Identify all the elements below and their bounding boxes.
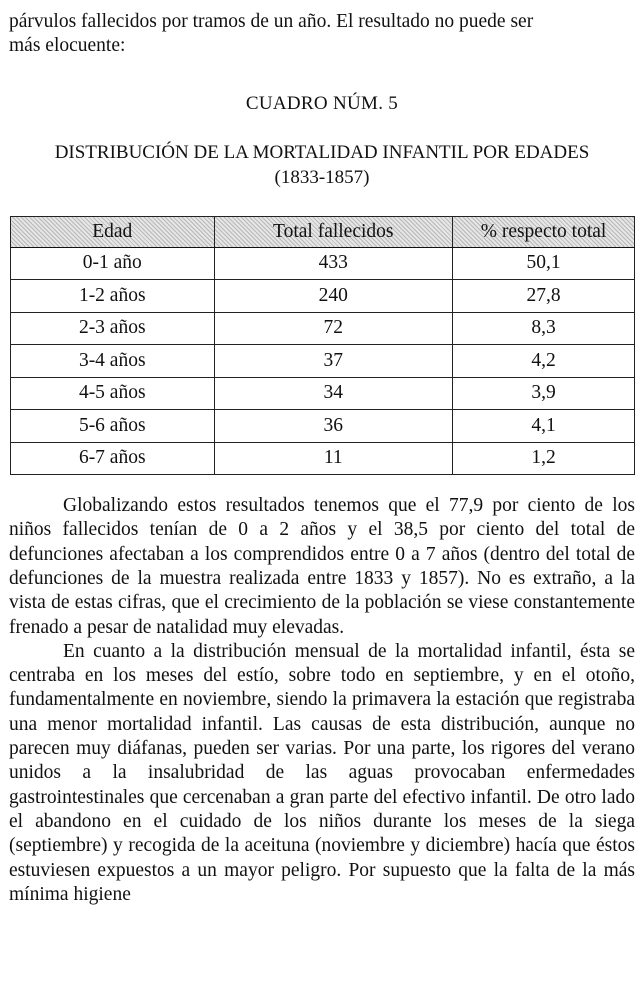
cell-total: 34: [214, 377, 453, 410]
cell-total: 36: [214, 410, 453, 443]
cell-porcentaje: 4,2: [453, 345, 635, 378]
cell-edad: 5-6 años: [11, 410, 215, 443]
table-row: [11, 377, 635, 410]
cell-edad: 6-7 años: [11, 442, 215, 475]
cuadro-title: CUADRO NÚM. 5: [245, 92, 399, 114]
cell-edad: 0-1 año: [11, 247, 215, 280]
table-row: [11, 312, 635, 345]
intro-line: más elocuente:: [9, 35, 126, 57]
cell-total: 433: [214, 247, 453, 280]
table-row: [11, 280, 635, 313]
table-subtitle-years: (1833-1857): [274, 166, 370, 188]
header-porcentaje: % respecto total: [453, 216, 635, 247]
mortality-table: [10, 216, 635, 476]
table-row: [11, 442, 635, 475]
cell-porcentaje: 1,2: [453, 442, 635, 475]
body-paragraph: Globalizando estos resultados tenemos que el 77,9 por ciento de los niños fallecidos tenían de 0 a 2 años y el 38,5 por ciento del total de defunciones afectaban a los comprendidos entre 0 a 7 años (dentro del total de defunciones de la muestra realizada entre 1833 y 1857). No es extraño, a la vista de estas cifras, que el crecimiento de la población se viese constantemente frenado a pesar de natalidad muy elevadas.: [9, 495, 635, 638]
cell-total: 37: [214, 345, 453, 378]
cell-edad: 2-3 años: [11, 312, 215, 345]
table-row: [11, 345, 635, 378]
table-header-row: [11, 216, 635, 247]
header-total-fallecidos: Total fallecidos: [214, 216, 453, 247]
body-text: [9, 494, 635, 907]
document-page: [9, 0, 635, 907]
intro-paragraph: [9, 10, 635, 59]
cell-edad: 4-5 años: [11, 377, 215, 410]
header-edad: Edad: [11, 216, 215, 247]
body-paragraph: En cuanto a la distribución mensual de la mortalidad infantil, ésta se centraba en los meses del estío, sobre todo en septiembre, y en el otoño, fundamentalmente en noviembre, siendo la primavera la estación que registraba una menor mortalidad infantil. Las causas de esta distribución, aunque no parecen muy diáfanas, pueden ser varias. Por una parte, los rigores del verano unidos a la insalubridad de las aguas provocaban enfermedades gastrointestinales que cercenaban a gran parte del efectivo infantil. De otro lado el abandono en el cuidado de los niños durante los meses de la siega (septiembre) y recogida de la aceituna (noviembre y diciembre) hacía que éstos estuviesen expuestos a un mayor peligro. Por supuesto que la falta de la más mínima higiene: [9, 640, 635, 905]
table-row: [11, 410, 635, 443]
cell-porcentaje: 3,9: [453, 377, 635, 410]
cell-total: 72: [214, 312, 453, 345]
cell-edad: 1-2 años: [11, 280, 215, 313]
table-row: [11, 247, 635, 280]
cell-edad: 3-4 años: [11, 345, 215, 378]
intro-line: párvulos fallecidos por tramos de un año. El resultado no puede ser: [9, 11, 534, 32]
cell-porcentaje: 27,8: [453, 280, 635, 313]
cell-porcentaje: 4,1: [453, 410, 635, 443]
table-title: DISTRIBUCIÓN DE LA MORTALIDAD INFANTIL POR EDADES: [54, 141, 590, 163]
cell-total: 11: [214, 442, 453, 475]
cell-porcentaje: 8,3: [453, 312, 635, 345]
cell-total: 240: [214, 280, 453, 313]
cell-porcentaje: 50,1: [453, 247, 635, 280]
